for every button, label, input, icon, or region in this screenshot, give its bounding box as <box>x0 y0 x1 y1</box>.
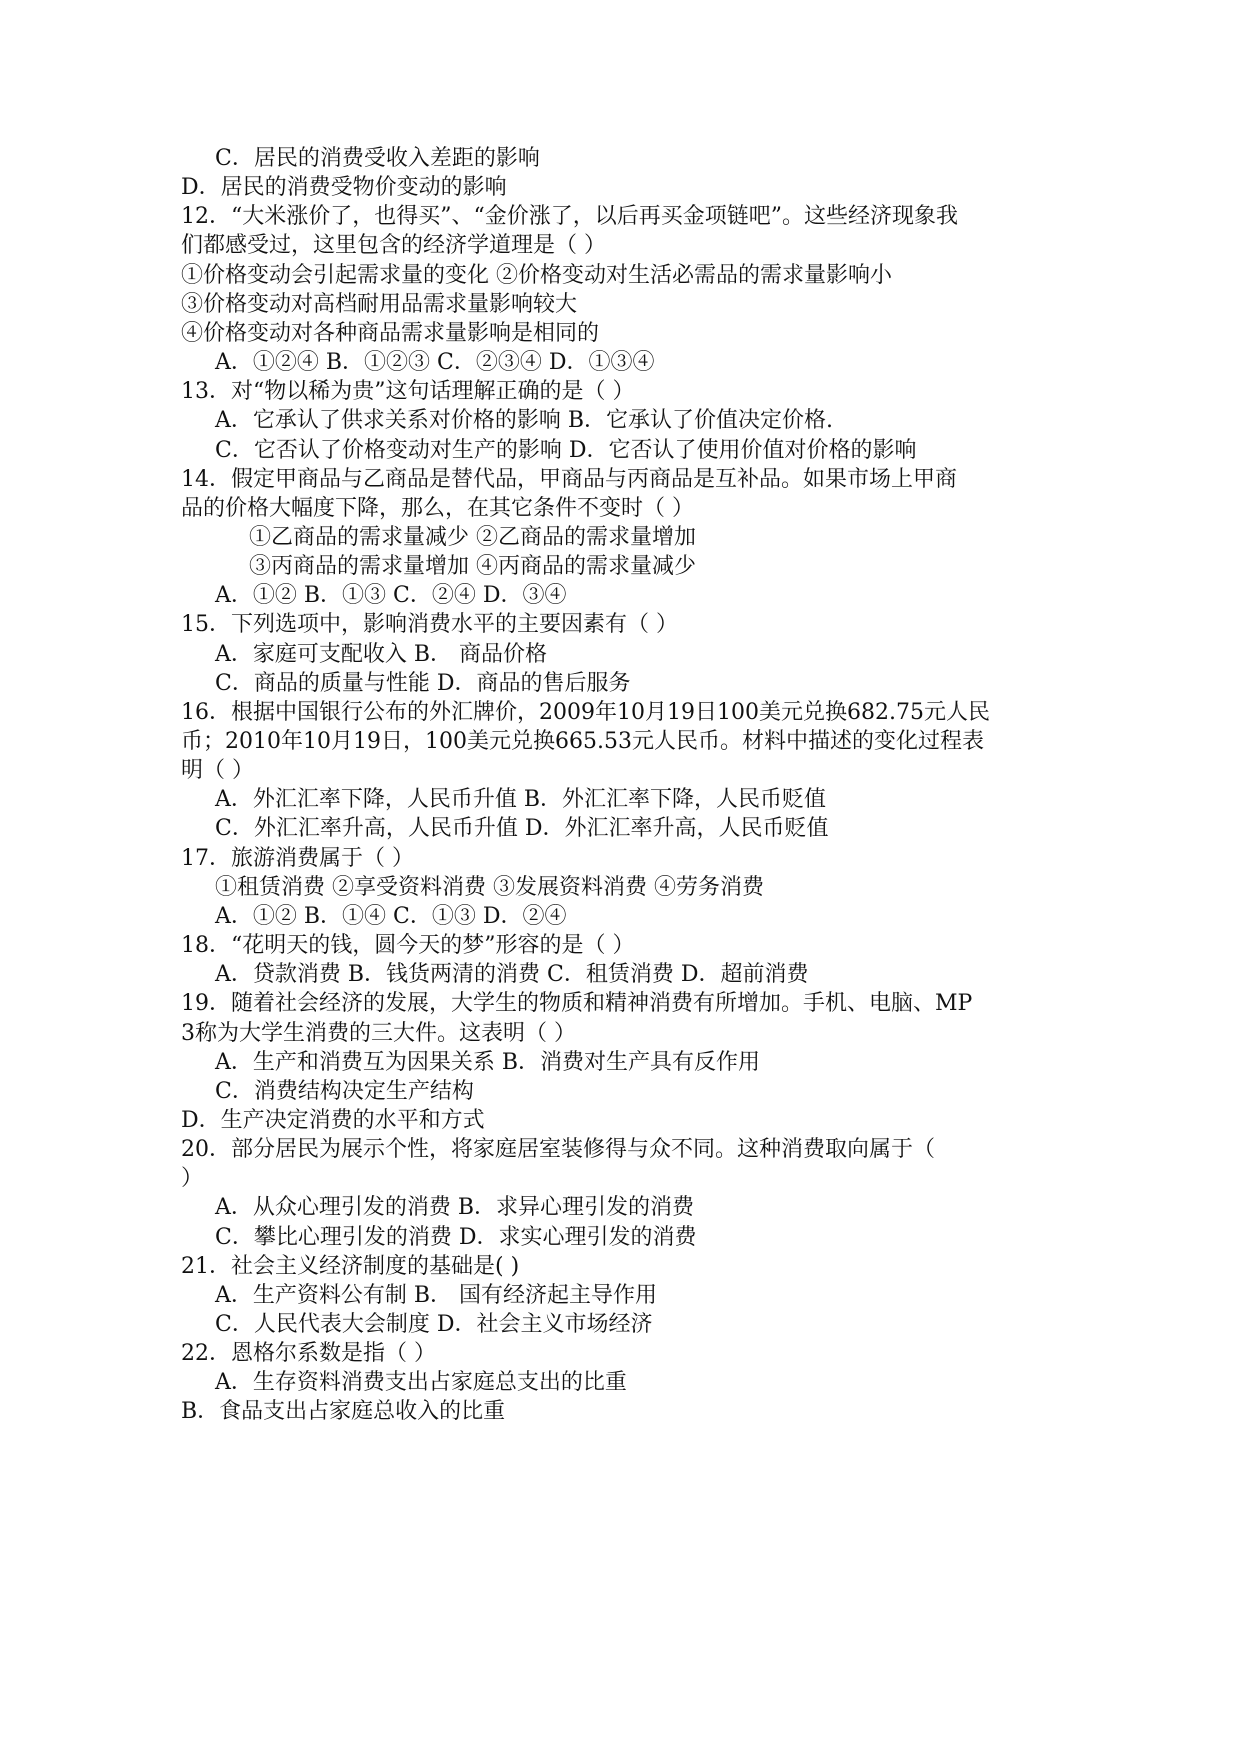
text-line: 21．社会主义经济制度的基础是( ) <box>181 1253 520 1279</box>
text-line: C．外汇汇率升高，人民币升值 D．外汇汇率升高，人民币贬值 <box>215 816 829 842</box>
text-line: ①价格变动会引起需求量的变化 ②价格变动对生活必需品的需求量影响小 <box>181 262 892 288</box>
text-line: 3称为大学生消费的三大件。这表明（ ） <box>181 1020 576 1046</box>
text-line: ④价格变动对各种商品需求量影响是相同的 <box>181 320 600 346</box>
text-line: 16．根据中国银行公布的外汇牌价，2009年10月19日100美元兑换682.75元人民 <box>181 699 990 725</box>
text-line: D．居民的消费受物价变动的影响 <box>181 175 507 201</box>
text-line: C．居民的消费受收入差距的影响 <box>215 146 540 171</box>
text-line: D．生产决定消费的水平和方式 <box>181 1107 485 1133</box>
text-line: A．家庭可支配收入 B． 商品价格 <box>215 641 548 667</box>
text-line: 18．“花明天的钱，圆今天的梦”形容的是（ ） <box>181 933 635 959</box>
text-line: A．生存资料消费支出占家庭总支出的比重 <box>215 1370 627 1396</box>
text-line: 品的价格大幅度下降，那么，在其它条件不变时（ ） <box>181 495 694 521</box>
text-line: 们都感受过，这里包含的经济学道理是（ ） <box>181 233 606 259</box>
text-line: C．消费结构决定生产结构 <box>215 1078 474 1104</box>
text-line: 14．假定甲商品与乙商品是替代品，甲商品与丙商品是互补品。如果市场上甲商 <box>181 466 957 492</box>
text-line: C．人民代表大会制度 D．社会主义市场经济 <box>215 1312 653 1337</box>
text-line: A．贷款消费 B．钱货两清的消费 C．租赁消费 D．超前消费 <box>215 962 809 988</box>
text-line: 12．“大米涨价了，也得买”、“金价涨了，以后再买金项链吧”。这些经济现象我 <box>181 204 958 230</box>
text-line: 22．恩格尔系数是指（ ） <box>181 1341 436 1367</box>
text-line: A．它承认了供求关系对价格的影响 B．它承认了价值决定价格. <box>215 408 834 434</box>
text-line: C．它否认了价格变动对生产的影响 D．它否认了使用价值对价格的影响 <box>215 437 917 463</box>
text-line: A．生产资料公有制 B． 国有经济起主导作用 <box>215 1282 658 1308</box>
text-line: 15．下列选项中，影响消费水平的主要因素有（ ） <box>181 612 678 638</box>
text-line: A．生产和消费互为因果关系 B．消费对生产具有反作用 <box>215 1049 761 1075</box>
text-line: 明（ ） <box>181 758 254 784</box>
text-line: A．①② B．①④ C．①③ D．②④ <box>215 903 567 929</box>
text-line: A．①② B．①③ C．②④ D．③④ <box>215 583 567 609</box>
text-line: 19．随着社会经济的发展，大学生的物质和精神消费有所增加。手机、电脑、MP <box>181 991 973 1017</box>
text-line: ③价格变动对高档耐用品需求量影响较大 <box>181 291 578 317</box>
text-line: A．①②④ B．①②③ C．②③④ D．①③④ <box>215 350 655 376</box>
text-line: ①租赁消费 ②享受资料消费 ③发展资料消费 ④劳务消费 <box>215 874 764 900</box>
text-line: ①乙商品的需求量减少 ②乙商品的需求量增加 <box>249 524 696 550</box>
text-line: A．从众心理引发的消费 B．求异心理引发的消费 <box>215 1195 695 1221</box>
text-line: 20．部分居民为展示个性，将家庭居室装修得与众不同。这种消费取向属于（ <box>181 1137 935 1163</box>
text-line: ） <box>181 1166 204 1192</box>
text-line: 13．对“物以稀为贵”这句话理解正确的是（ ） <box>181 379 635 405</box>
text-line: C．攀比心理引发的消费 D．求实心理引发的消费 <box>215 1224 697 1250</box>
text-line: 币；2010年10月19日，100美元兑换665.53元人民币。材料中描述的变化过程表 <box>181 729 984 754</box>
text-line: ③丙商品的需求量增加 ④丙商品的需求量减少 <box>249 554 696 580</box>
text-line: A．外汇汇率下降，人民币升值 B．外汇汇率下降，人民币贬值 <box>215 787 827 813</box>
text-line: 17．旅游消费属于（ ） <box>181 845 414 871</box>
text-line: B．食品支出占家庭总收入的比重 <box>181 1399 506 1425</box>
text-line: C．商品的质量与性能 D．商品的售后服务 <box>215 670 631 696</box>
